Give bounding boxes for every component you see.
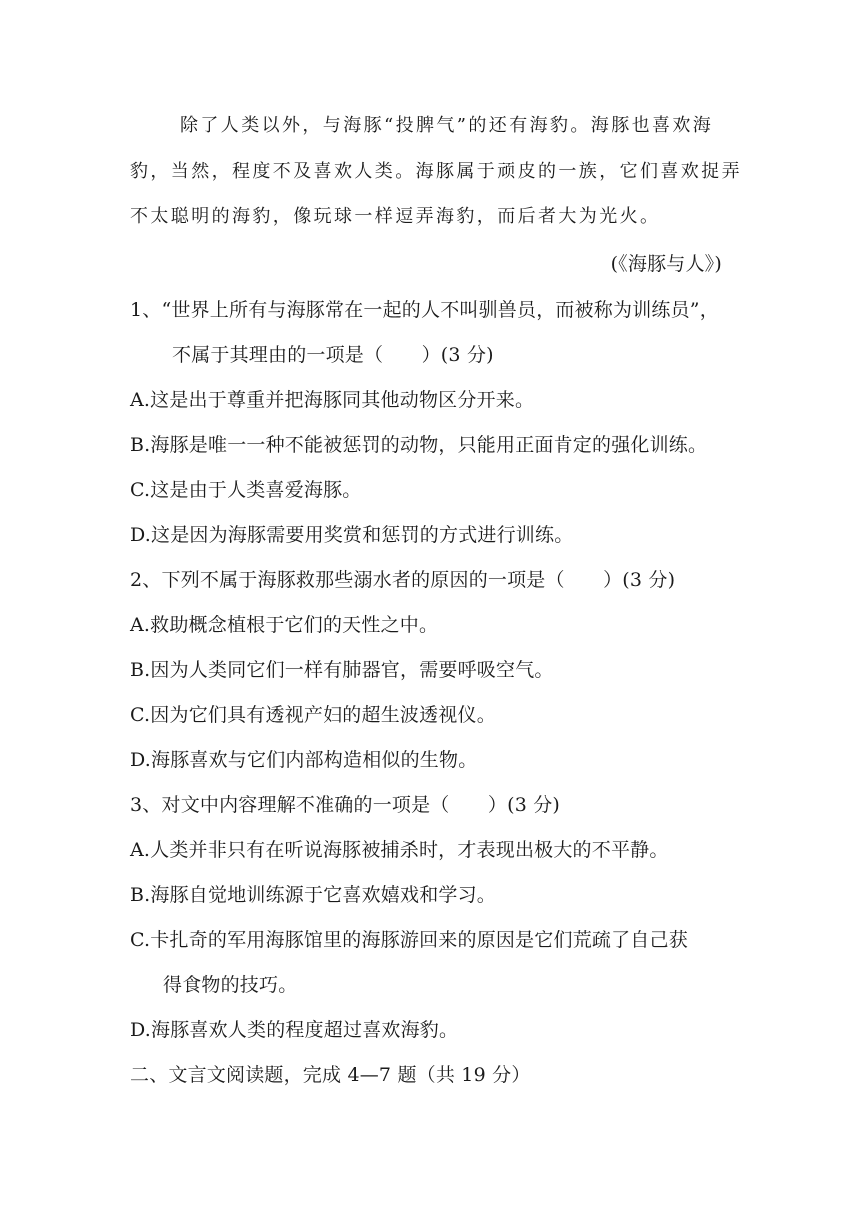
question-1-option-a: A.这是出于尊重并把海豚同其他动物区分开来。	[130, 389, 535, 411]
question-3-stem: 3、对文中内容理解不准确的一项是（ ）(3 分)	[130, 794, 561, 816]
question-2-stem: 2、下列不属于海豚救那些溺水者的原因的一项是（ ）(3 分)	[130, 569, 676, 591]
question-1-stem-cont: 不属于其理由的一项是（ ）(3 分)	[172, 344, 494, 366]
passage-line: 豹，当然，程度不及喜欢人类。海豚属于顽皮的一族，它们喜欢捉弄	[130, 161, 742, 182]
question-2-option-c: C.因为它们具有透视产妇的超生波透视仪。	[130, 704, 496, 726]
passage-source: (《海豚与人》)	[610, 253, 722, 275]
question-1-stem: 1、“世界上所有与海豚常在一起的人不叫驯兽员，而被称为训练员”，	[130, 299, 719, 321]
question-2-option-a: A.救助概念植根于它们的天性之中。	[130, 614, 439, 636]
passage-line: 除了人类以外，与海豚“投脾气”的还有海豹。海豚也喜欢海	[180, 115, 714, 136]
question-2-option-b: B.因为人类同它们一样有肺器官，需要呼吸空气。	[130, 659, 554, 681]
passage-line: 不太聪明的海豹，像玩球一样逗弄海豹，而后者大为光火。	[130, 206, 661, 227]
question-3-option-a: A.人类并非只有在听说海豚被捕杀时，才表现出极大的不平静。	[130, 839, 669, 861]
question-3-option-c: C.卡扎奇的军用海豚馆里的海豚游回来的原因是它们荒疏了自己获	[130, 929, 688, 951]
question-2-option-d: D.海豚喜欢与它们内部构造相似的生物。	[130, 749, 478, 771]
question-1-option-b: B.海豚是唯一一种不能被惩罚的动物，只能用正面肯定的强化训练。	[130, 434, 708, 456]
question-3-option-b: B.海豚自觉地训练源于它喜欢嬉戏和学习。	[130, 884, 497, 906]
question-3-option-d: D.海豚喜欢人类的程度超过喜欢海豹。	[130, 1019, 459, 1041]
question-1-option-d: D.这是因为海豚需要用奖赏和惩罚的方式进行训练。	[130, 524, 574, 546]
section-heading: 二、文言文阅读题，完成 4—7 题（共 19 分）	[130, 1064, 531, 1086]
question-3-option-c-cont: 得食物的技巧。	[163, 974, 298, 996]
question-1-option-c: C.这是由于人类喜爱海豚。	[130, 479, 362, 501]
